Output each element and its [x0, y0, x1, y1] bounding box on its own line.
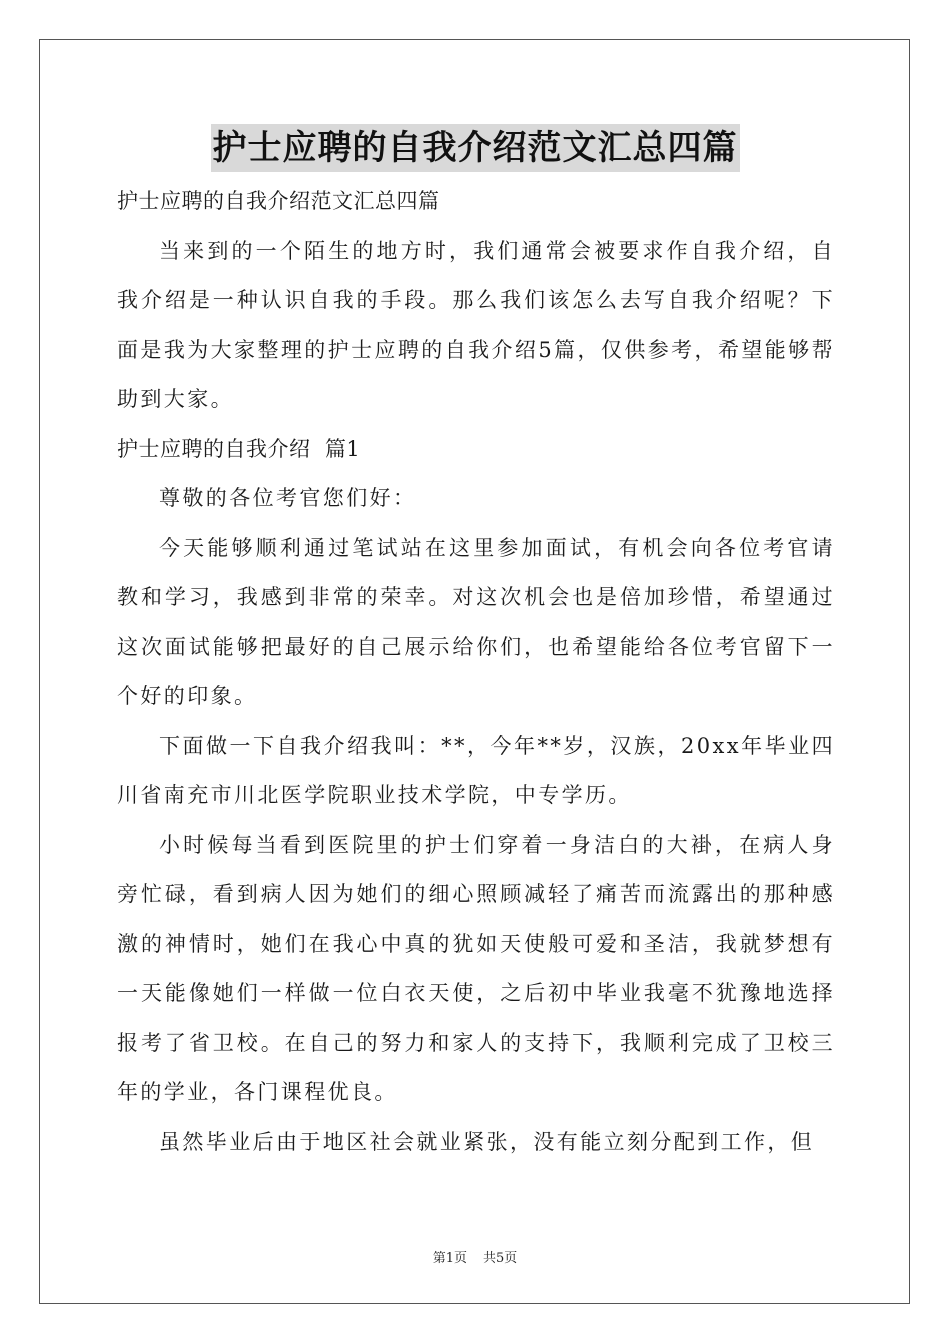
page-number: 第1页 — [432, 1251, 467, 1266]
paragraph-4: 虽然毕业后由于地区社会就业紧张，没有能立刻分配到工作，但 — [159, 1129, 815, 1154]
page-footer — [0, 1247, 950, 1266]
paragraph-1: 今天能够顺利通过笔试站在这里参加面试，有机会向各位考官请教和学习，我感到非常的荣幸。对这次机会也是倍加珍惜，希望通过这次面试能够把最好的自己展示给你们，也希望能给各位考官留下一个好的印象。 — [117, 535, 835, 708]
intro-paragraph: 当来到的一个陌生的地方时，我们通常会被要求作自我介绍，自我介绍是一种认识自我的手段。那么我们该怎么去写自我介绍呢？下面是我为大家整理的护士应聘的自我介绍5篇，仅供参考，希望能够帮助到大家。 — [117, 238, 835, 411]
document-body — [117, 177, 835, 1167]
page-total: 共5页 — [483, 1251, 518, 1266]
document-title: 护士应聘的自我介绍范文汇总四篇 — [211, 124, 740, 172]
section-heading: 护士应聘的自我介绍 篇1 — [117, 436, 361, 461]
document-subtitle: 护士应聘的自我介绍范文汇总四篇 — [117, 189, 440, 213]
paragraph-3: 小时候每当看到医院里的护士们穿着一身洁白的大褂，在病人身旁忙碌，看到病人因为她们的细心照顾减轻了痛苦而流露出的那种感激的神情时，她们在我心中真的犹如天使般可爱和圣洁，我就梦想有一天能像她们一样做一位白衣天使，之后初中毕业我毫不犹豫地选择报考了省卫校。在自己的努力和家人的支持下，我顺利完成了卫校三年的学业，各门课程优良。 — [117, 832, 835, 1104]
greeting-paragraph: 尊敬的各位考官您们好： — [159, 486, 417, 510]
title-container — [0, 124, 950, 172]
paragraph-2: 下面做一下自我介绍我叫：**，今年**岁，汉族，20xx年毕业四川省南充市川北医学院职业技术学院，中专学历。 — [117, 733, 835, 807]
